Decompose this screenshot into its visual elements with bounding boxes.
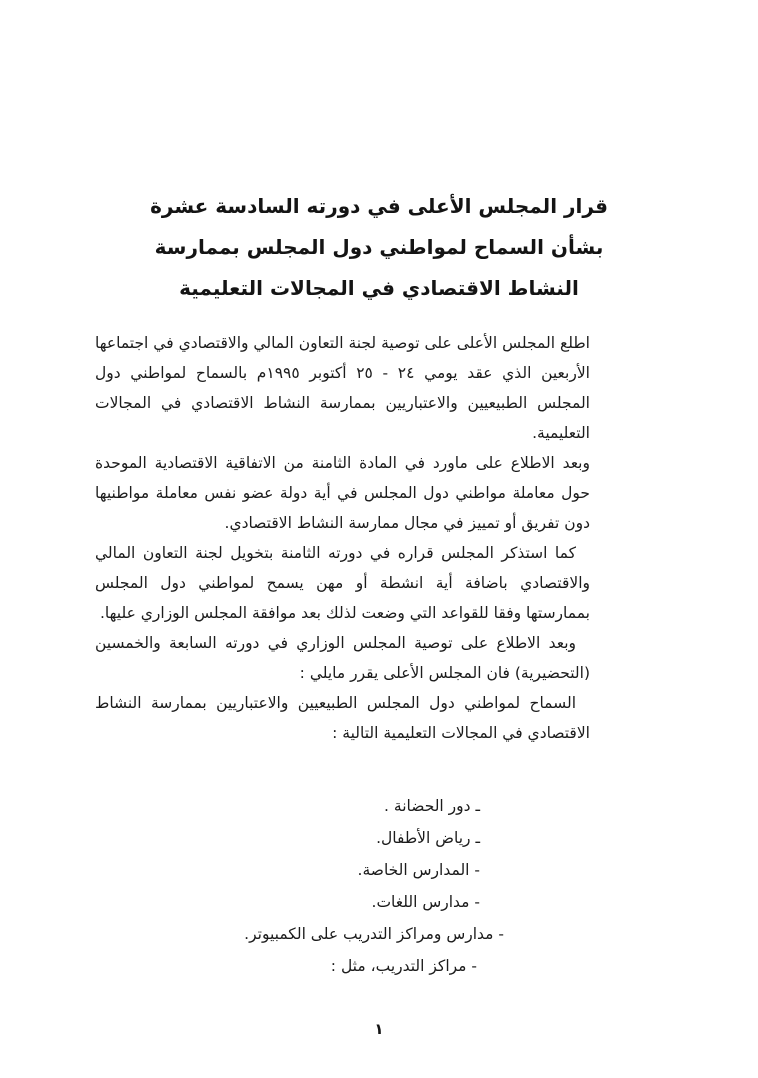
- paragraph-article-eight: وبعد الاطلاع على ماورد في المادة الثامنة من الاتفاقية الاقتصادية الموحدة حول معاملة مواطني دول المجلس في أية دولة عضو نفس معاملة مواطنيها دون تفريق أو تمييز في مجال ممارسة النشاط الاقتصادي.: [95, 454, 590, 532]
- document-body: [95, 328, 590, 982]
- list-item-training-centers: - مراكز التدريب، مثل :: [330, 957, 477, 975]
- list-item-nurseries: ـ دور الحضانة .: [384, 797, 480, 815]
- title-line-2: بشأن السماح لمواطني دول المجلس بممارسة: [154, 235, 604, 259]
- list-item-private-schools: - المدارس الخاصة.: [357, 861, 480, 879]
- list-item-language-schools: - مدارس اللغات.: [371, 893, 480, 911]
- education-fields-list: [95, 790, 590, 982]
- title-line-1: قرار المجلس الأعلى في دورته السادسة عشرة: [150, 194, 608, 218]
- list-item-kindergartens: ـ رياض الأطفال.: [376, 829, 480, 847]
- document-title: [150, 186, 608, 309]
- paragraph-decision: السماح لمواطني دول المجلس الطبيعيين والاعتباريين بممارسة النشاط الاقتصادي في المجالات التعليمية التالية :: [95, 694, 590, 742]
- title-line-3: النشاط الاقتصادي في المجالات التعليمية: [179, 276, 579, 300]
- paragraph-recommendation: اطلع المجلس الأعلى على توصية لجنة التعاون المالي والاقتصادي في اجتماعها الأربعين الذي عقد يومي ٢٤ - ٢٥ أكتوبر ١٩٩٥م بالسماح لمواطني دول المجلس الطبيعيين والاعتباريين بممارسة النشاط الاقتصادي في المجالات التعليمية.: [95, 334, 590, 442]
- list-item-computer-training: - مدارس ومراكز التدريب على الكمبيوتر.: [244, 925, 504, 943]
- paragraph-ministerial-recommendation: وبعد الاطلاع على توصية المجلس الوزاري في دورته السابعة والخمسين (التحضيرية) فان المجلس الأعلى يقرر مايلي :: [95, 634, 590, 682]
- page-number: ١: [374, 1020, 384, 1038]
- paragraph-eighth-session: كما استذكر المجلس قراره في دورته الثامنة بتخويل لجنة التعاون المالي والاقتصادي باضافة أية انشطة أو مهن يسمح لمواطني دول المجلس بممارستها وفقا للقواعد التي وضعت لذلك بعد موافقة المجلس الوزاري عليها.: [95, 544, 590, 622]
